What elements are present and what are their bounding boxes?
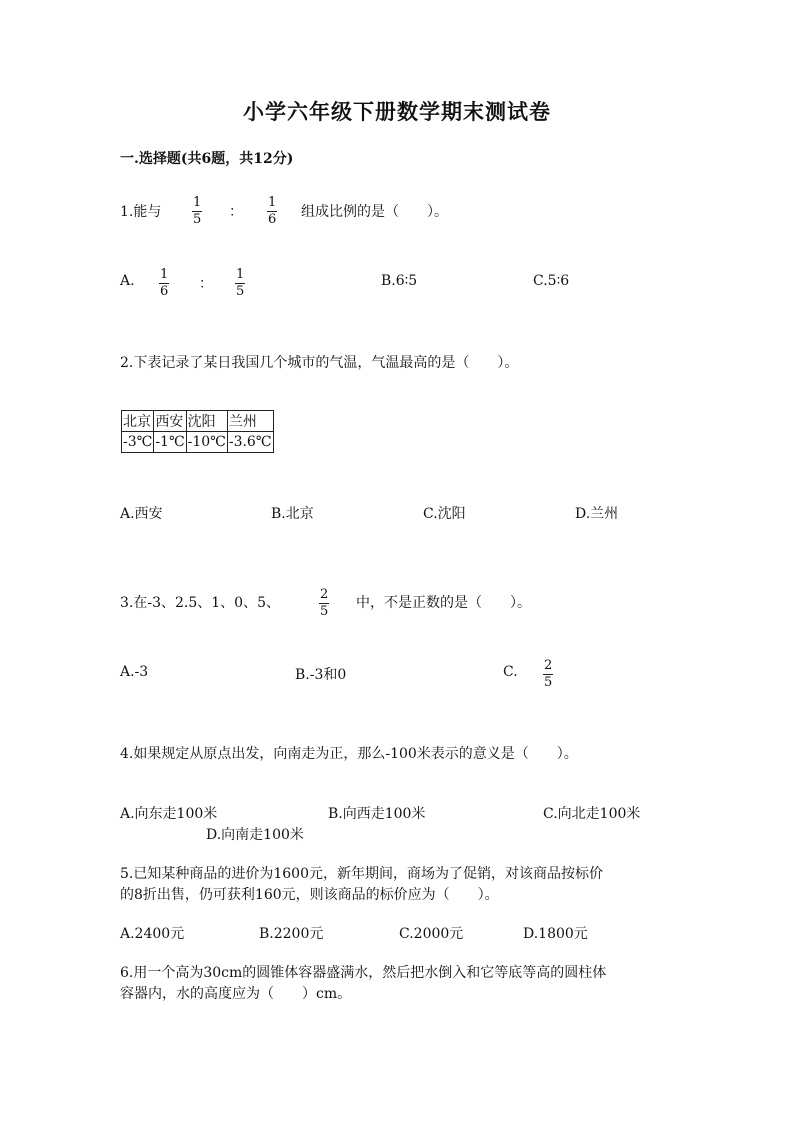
q3-option-a[interactable]: A.-3 <box>120 664 149 680</box>
q1-option-a-fraction-2 <box>235 267 245 300</box>
table-cell: -3.6℃ <box>227 432 273 453</box>
q2-option-c[interactable]: C.沈阳 <box>423 506 466 522</box>
q1-fraction-b-numerator: 1 <box>268 195 277 210</box>
q2-option-b[interactable]: B.北京 <box>271 506 314 522</box>
table-header-cell: 西安 <box>154 411 186 432</box>
q1-option-a-fraction-1 <box>159 267 169 300</box>
table-row <box>122 432 274 453</box>
q1-prefix: 1.能与 <box>120 204 162 220</box>
table-row <box>122 411 274 432</box>
q4-option-d[interactable]: D.向南走100米 <box>206 827 304 843</box>
q5-line-2: 的8折出售，仍可获利160元，则该商品的标价应为（ ）。 <box>120 887 499 903</box>
q1-fraction-a-denominator: 5 <box>193 212 202 227</box>
q2-option-a[interactable]: A.西安 <box>120 506 163 522</box>
section-heading: 一.选择题(共6题，共12分) <box>120 151 294 167</box>
q3-option-c-fraction-denominator: 5 <box>544 675 553 690</box>
table-cell: -10℃ <box>186 432 227 453</box>
q3-option-b[interactable]: B.-3和0 <box>295 667 347 683</box>
q1-option-c[interactable]: C.5∶6 <box>533 273 570 289</box>
q5-option-b[interactable]: B.2200元 <box>259 926 324 942</box>
q2-text: 2.下表记录了某日我国几个城市的气温，气温最高的是（ ）。 <box>120 355 519 371</box>
table-cell: -1℃ <box>154 432 186 453</box>
q2-option-d[interactable]: D.兰州 <box>575 506 619 522</box>
q3-fraction-denominator: 5 <box>320 604 329 619</box>
q4-option-c[interactable]: C.向北走100米 <box>543 806 641 822</box>
q1-fraction-a <box>192 195 202 228</box>
q3-option-c-fraction-numerator: 2 <box>544 658 553 673</box>
q1-fraction-a-numerator: 1 <box>193 195 202 210</box>
q3-fraction-numerator: 2 <box>320 587 329 602</box>
q1-option-a-fraction-2-denominator: 5 <box>236 284 245 299</box>
q5-line-1: 5.已知某种商品的进价为1600元，新年期间，商场为了促销，对该商品按标价 <box>120 866 603 882</box>
q5-option-c[interactable]: C.2000元 <box>399 926 464 942</box>
q1-option-a-label[interactable]: A. <box>120 273 135 289</box>
q5-option-d[interactable]: D.1800元 <box>523 926 588 942</box>
q3-suffix: 中，不是正数的是（ ）。 <box>356 595 531 611</box>
q4-option-b[interactable]: B.向西走100米 <box>328 806 426 822</box>
table-cell: -3℃ <box>122 432 154 453</box>
q1-colon: ： <box>229 204 243 220</box>
q4-option-a[interactable]: A.向东走100米 <box>120 806 218 822</box>
q5-option-a[interactable]: A.2400元 <box>120 926 185 942</box>
page-title: 小学六年级下册数学期末测试卷 <box>243 99 551 124</box>
q3-option-c-fraction <box>543 658 553 691</box>
q1-fraction-b <box>267 195 277 228</box>
q1-option-b[interactable]: B.6∶5 <box>381 273 418 289</box>
table-header-cell: 北京 <box>122 411 154 432</box>
q4-text: 4.如果规定从原点出发，向南走为正，那么-100米表示的意义是（ ）。 <box>120 746 578 762</box>
q3-fraction <box>319 587 329 620</box>
q1-option-a-colon: ： <box>199 276 213 292</box>
q1-suffix: 组成比例的是（ ）。 <box>301 204 448 220</box>
q6-line-2: 容器内，水的高度应为（ ）cm。 <box>120 986 352 1002</box>
temperature-table <box>121 410 274 453</box>
q1-fraction-b-denominator: 6 <box>268 212 277 227</box>
q1-option-a-fraction-1-denominator: 6 <box>160 284 169 299</box>
q1-option-a-fraction-1-numerator: 1 <box>160 267 169 282</box>
q3-option-c-label[interactable]: C. <box>503 664 518 680</box>
q6-line-1: 6.用一个高为30cm的圆锥体容器盛满水，然后把水倒入和它等底等高的圆柱体 <box>120 965 607 981</box>
table-header-cell: 沈阳 <box>186 411 227 432</box>
q3-prefix: 3.在-3、2.5、1、0、5、 <box>120 595 280 611</box>
table-header-cell: 兰州 <box>227 411 273 432</box>
q1-option-a-fraction-2-numerator: 1 <box>236 267 245 282</box>
